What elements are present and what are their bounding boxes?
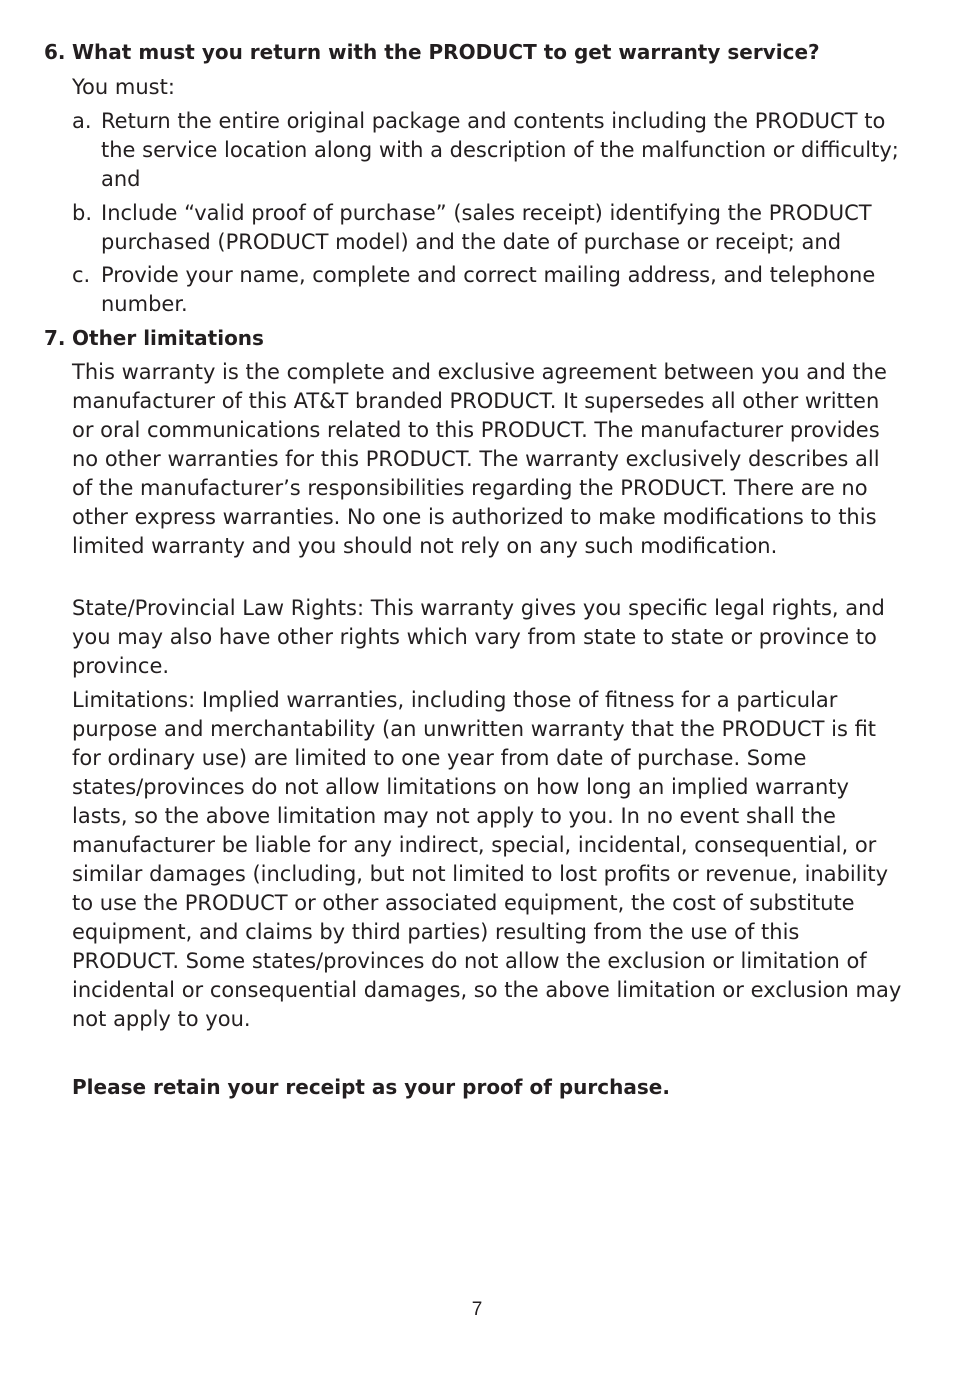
closing-note: Please retain your receipt as your proof of purchase. <box>72 1075 670 1099</box>
list-marker-a: a. <box>72 109 92 133</box>
page-number: 7 <box>471 1299 483 1320</box>
section-6-intro: You must: <box>72 75 175 99</box>
list-text-c: Provide your name, complete and correct mailing address, and telephone number. <box>101 263 876 316</box>
section-7-paragraph-agreement: This warranty is the complete and exclusive agreement between you and the manufacturer of this AT&T branded PRODUCT. It supersedes all other written or oral communications related to this PRODUCT. The manufacturer provides no other warranties for this PRODUCT. The warranty exclusively describes all of the manufacturer’s responsibilities regarding the PRODUCT. There are no other express warranties. No one is authorized to make modifications to this limited warranty and you should not rely on any such modification. <box>72 360 887 558</box>
list-item-b <box>72 199 904 257</box>
section-7-number: 7. <box>44 326 66 350</box>
list-item-c <box>72 261 904 319</box>
list-text-b: Include “valid proof of purchase” (sales receipt) identifying the PRODUCT purchased (PRODUCT model) and the date of purchase or receipt; and <box>101 201 872 254</box>
list-text-a: Return the entire original package and contents including the PRODUCT to the service location along with a description of the malfunction or difficulty; and <box>101 109 899 191</box>
section-6-number: 6. <box>44 40 66 64</box>
list-marker-c: c. <box>72 263 91 287</box>
section-7-paragraph-limitations: Limitations: Implied warranties, including those of fitness for a particular purpose and merchantability (an unwritten warranty that the PRODUCT is fit for ordinary use) are limited to one year from date of purchase. Some states/provinces do not allow limitations on how long an implied warranty lasts, so the above limitation may not apply to you. In no event shall the manufacturer be liable for any indirect, special, incidental, consequential, or similar damages (including, but not limited to lost profits or revenue, inability to use the PRODUCT or other associated equipment, the cost of substitute equipment, and claims by third parties) resulting from the use of this PRODUCT. Some states/provinces do not allow the exclusion or limitation of incidental or consequential damages, so the above limitation or exclusion may not apply to you. <box>72 688 902 1031</box>
list-item-a <box>72 107 904 194</box>
section-7-paragraph-law-rights: State/Provincial Law Rights: This warranty gives you specific legal rights, and you may also have other rights which vary from state to state or province to province. <box>72 596 885 678</box>
section-6-heading <box>44 38 924 67</box>
section-7-heading <box>44 324 924 353</box>
list-marker-b: b. <box>72 201 93 225</box>
section-6-title: What must you return with the PRODUCT to get warranty service? <box>72 40 820 64</box>
section-7-title: Other limitations <box>72 326 264 350</box>
